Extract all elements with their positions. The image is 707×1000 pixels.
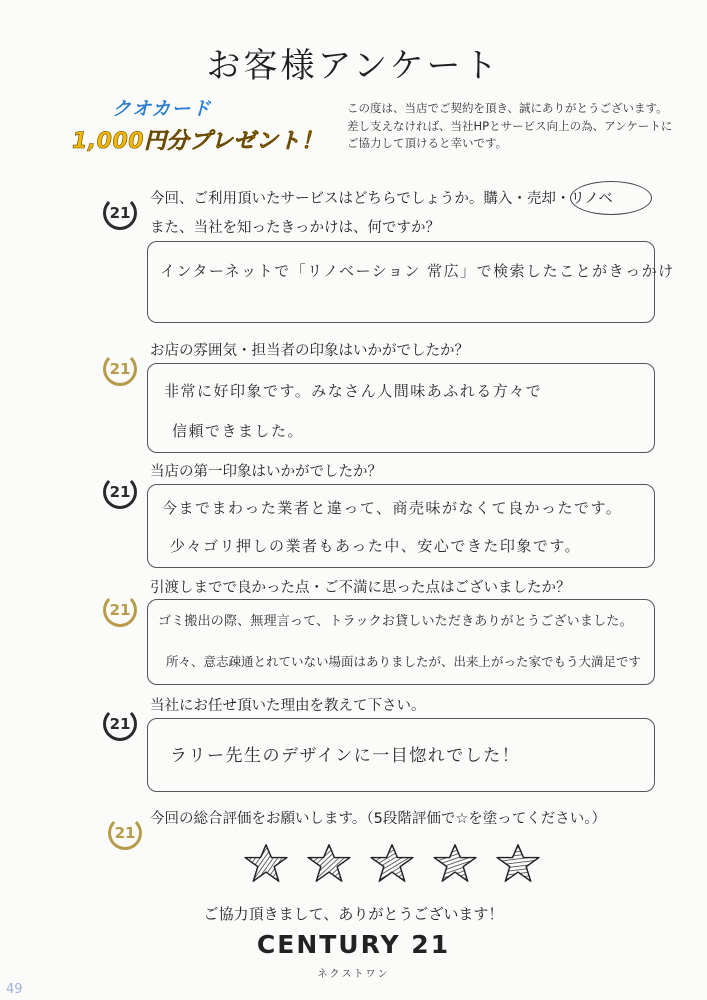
page-title: お客様アンケート [206, 46, 501, 86]
answer-box-4[interactable] [147, 599, 655, 685]
rating-star-shape [434, 845, 476, 881]
question-1-sub: また、当社を知ったきっかけは、何ですか？ [150, 220, 440, 236]
thanks-message: ご協力頂きまして、ありがとうございます！ [203, 905, 504, 923]
answer-box-1[interactable] [147, 241, 675, 323]
answer-3-line: 今までまわった業者と違って、商売味がなくて良かったです。 [162, 499, 623, 517]
brand-subtitle: ネクストワン [317, 969, 390, 980]
answer-2-line: 非常に好印象です。みなさん人間味あふれる方々で [164, 382, 543, 400]
question-1 [150, 187, 613, 208]
rating-star-icon[interactable] [243, 843, 289, 883]
question-4: 引渡しまでで良かった点・ご不満に思った点はございましたか？ [150, 580, 571, 596]
rating-star-shape [497, 845, 539, 881]
question-5: 当社にお任せ頂いた理由を教えて下さい。 [150, 698, 426, 714]
century21-logo-icon: 21 [103, 475, 137, 509]
selected-option-circle [570, 181, 652, 215]
century21-logo-icon: 21 [103, 352, 137, 386]
rating-star-icon[interactable] [495, 843, 541, 883]
page-number: 49 [6, 982, 23, 997]
answer-4-line: ゴミ搬出の際、無理言って、トラックお貸しいただきありがとうございました。 [158, 614, 633, 629]
answer-5-line: ラリー先生のデザインに一目惚れでした！ [170, 746, 521, 766]
intro-line: この度は、当店でご契約を頂き、誠にありがとうございます。 [347, 101, 668, 115]
rating-star-icon[interactable] [432, 843, 478, 883]
answer-box-5[interactable] [147, 718, 655, 792]
answer-box-2[interactable] [147, 363, 655, 453]
answer-box-3[interactable] [147, 484, 655, 568]
question-3: 当店の第一印象はいかがでしたか？ [150, 464, 382, 480]
question-2: お店の雰囲気・担当者の印象はいかがでしたか？ [150, 343, 469, 359]
rating-stars[interactable] [243, 843, 541, 883]
answer-2-line: 信頼できました。 [172, 422, 305, 440]
rating-star-icon[interactable] [306, 843, 352, 883]
question-6: 今回の総合評価をお願いします。（5段階評価で☆を塗ってください。） [150, 811, 607, 827]
century21-logo-icon: 21 [103, 593, 137, 627]
rating-star-shape [308, 845, 350, 881]
intro-text [347, 100, 677, 153]
brand-logo: CENTURY 21 [256, 930, 451, 959]
question-1-option: リノベ [570, 191, 613, 207]
answer-4-line: 所々、意志疎通とれていない場面はありましたが、出来上がった家でもう大満足です [166, 654, 642, 669]
rating-star-shape [245, 845, 287, 881]
intro-line: ご協力して頂けると幸いです。 [347, 136, 508, 150]
promo-card-label: クオカード [112, 98, 212, 120]
rating-star-icon[interactable] [369, 843, 415, 883]
rating-star-shape [371, 845, 413, 881]
answer-3-line: 少々ゴリ押しの業者もあった中、安心できた印象です。 [170, 537, 582, 555]
century21-logo-icon: 21 [108, 816, 142, 850]
century21-logo-icon: 21 [103, 196, 137, 230]
century21-logo-icon: 21 [103, 707, 137, 741]
intro-line: 差し支えなければ、当社HPとサービス向上の為、アンケートに [347, 118, 673, 133]
answer-1-line: インターネットで「リノベーション 常広」で検索したことがきっかけ [160, 262, 675, 280]
question-1-text: 今回、ご利用頂いたサービスはどちらでしょうか。購入・売却・ [150, 191, 571, 207]
promo-gift-label: 1,000円分プレゼント！ [72, 129, 324, 154]
